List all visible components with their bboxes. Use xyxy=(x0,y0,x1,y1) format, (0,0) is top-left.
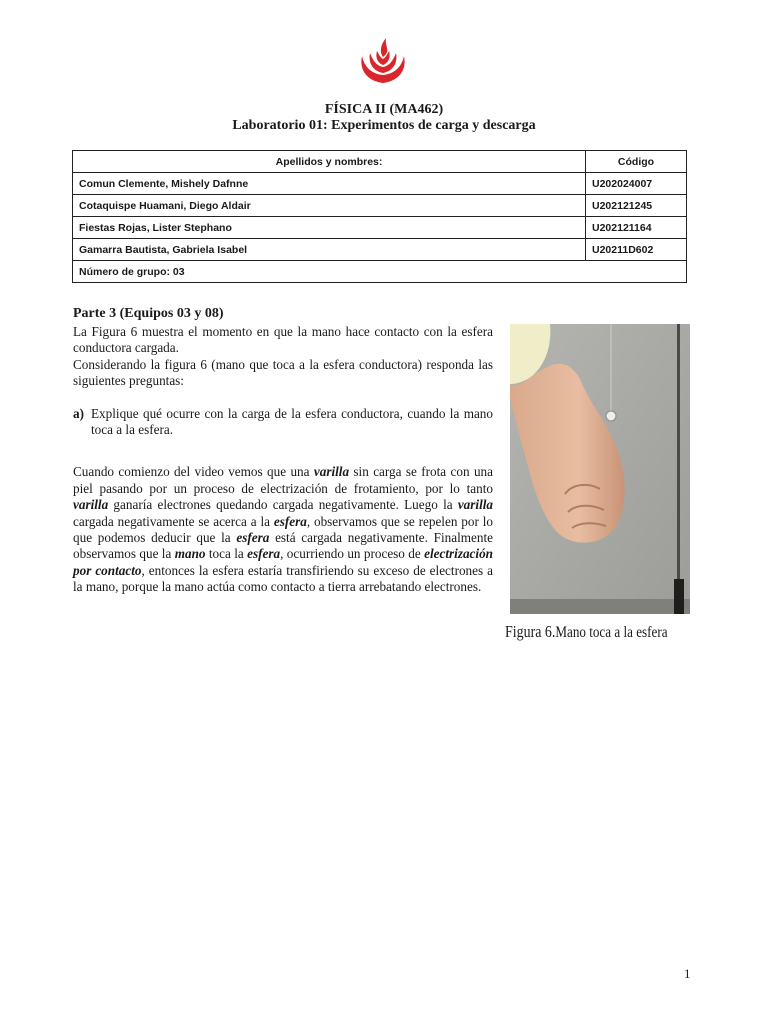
member-name: Cotaquispe Huamani, Diego Aldair xyxy=(73,195,586,217)
answer-keyword: varilla xyxy=(313,464,350,480)
answer-text: cargada negativamente se acerca a la xyxy=(73,513,274,529)
group-row xyxy=(73,261,687,283)
answer-keyword: esfera xyxy=(247,546,281,562)
figure-photo xyxy=(510,324,690,614)
header-code: Código xyxy=(586,151,687,173)
answer-paragraph xyxy=(73,464,493,595)
member-name: Gamarra Bautista, Gabriela Isabel xyxy=(73,239,586,261)
figure-caption-label: Figura 6. xyxy=(505,622,556,641)
course-title: FÍSICA II (MA462) xyxy=(324,102,444,117)
answer-text: , ocurriendo un proceso de xyxy=(280,546,425,562)
figure-caption xyxy=(505,622,668,642)
answer-text: Cuando comienzo del video vemos que una xyxy=(73,464,314,480)
question-label: a) xyxy=(73,405,84,421)
answer-keyword: mano xyxy=(174,546,206,562)
table-row xyxy=(73,195,687,217)
answer-text: está cargada negativamente. Finalmente observamos que la xyxy=(73,530,494,562)
answer-keyword: varilla xyxy=(457,497,493,513)
lab-title: Laboratorio 01: Experimentos de carga y descarga xyxy=(232,118,536,133)
members-table xyxy=(72,150,687,283)
header-names: Apellidos y nombres: xyxy=(73,151,586,173)
member-code: U202121164 xyxy=(586,217,687,239)
university-logo xyxy=(357,36,409,84)
table-header-row xyxy=(73,151,687,173)
answer-keyword: electrización por contacto xyxy=(73,546,493,578)
table-row xyxy=(73,173,687,195)
answer-text: sin carga se frota con una piel pasando por un proceso de electrización de frotamiento, por lo tanto xyxy=(73,464,493,496)
table-row xyxy=(73,239,687,261)
group-number: Número de grupo: 03 xyxy=(73,261,687,283)
answer-text: , entonces la esfera estaría transfiriendo su exceso de electrones a la mano, porque la mano actúa como contacto a tierra arrebatando electrones. xyxy=(73,562,493,595)
member-name: Comun Clemente, Mishely Dafnne xyxy=(73,173,586,195)
answer-keyword: esfera xyxy=(273,513,307,529)
answer-keyword: esfera xyxy=(236,530,270,546)
member-code: U202024007 xyxy=(586,173,687,195)
question-text: Explique qué ocurre con la carga de la esfera conductora, cuando la mano toca a la esfera. xyxy=(91,405,493,438)
section-body xyxy=(73,324,493,596)
answer-text: toca la xyxy=(205,546,248,562)
intro-paragraph-2: Considerando la figura 6 (mano que toca a la esfera conductora) responda las siguientes preguntas: xyxy=(73,356,493,389)
figure-caption-text: Mano toca a la esfera xyxy=(555,624,668,641)
answer-keyword: varilla xyxy=(73,497,109,513)
member-code: U202121245 xyxy=(586,195,687,217)
page-number: 1 xyxy=(684,966,691,981)
answer-text: , observamos que se repelen por lo que podemos deducir que la xyxy=(73,513,493,546)
answer-text: ganaría electrones quedando cargada negativamente. Luego la xyxy=(108,497,458,513)
member-code: U20211D602 xyxy=(586,239,687,261)
section-title: Parte 3 (Equipos 03 y 08) xyxy=(73,306,224,321)
member-name: Fiestas Rojas, Lister Stephano xyxy=(73,217,586,239)
intro-paragraph-1: La Figura 6 muestra el momento en que la mano hace contacto con la esfera conductora cargada. xyxy=(73,324,493,356)
question xyxy=(73,406,493,439)
table-row xyxy=(73,217,687,239)
